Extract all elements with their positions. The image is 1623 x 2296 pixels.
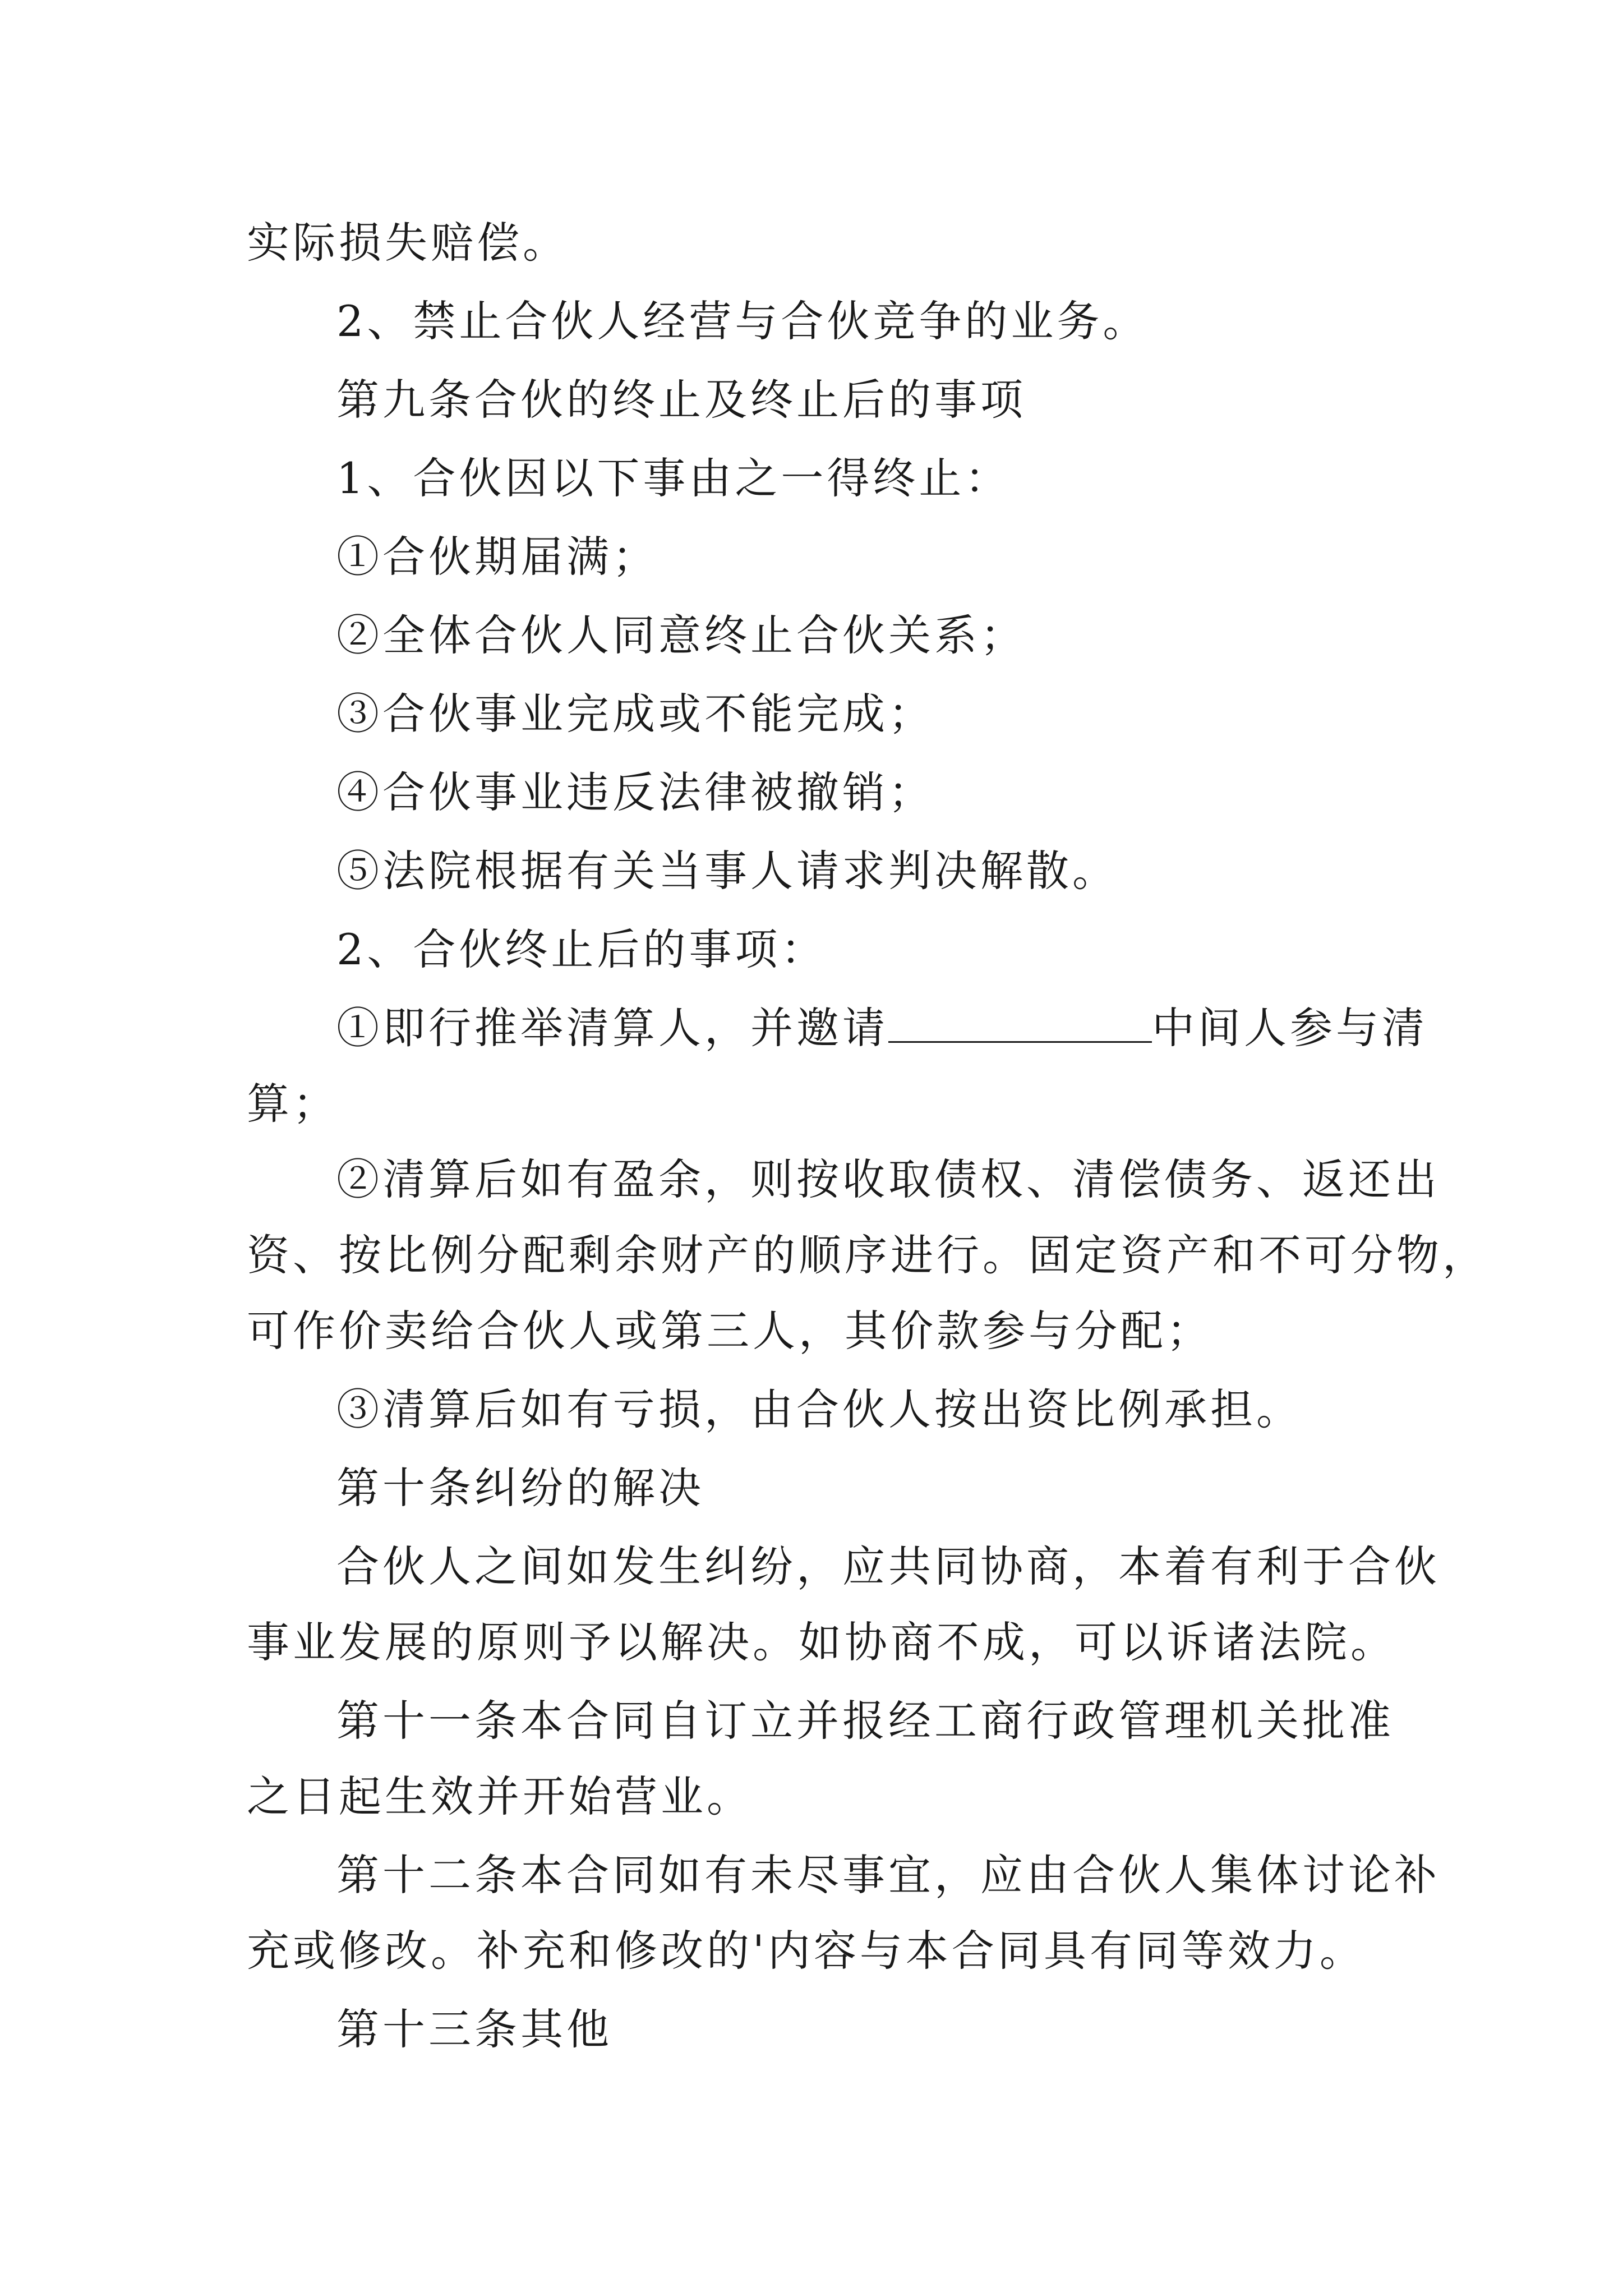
list-item: ①合伙期届满； xyxy=(336,532,658,582)
list-item: ④合伙事业违反法律被撤销； xyxy=(336,767,934,817)
section-heading: 第十条纠纷的解决 xyxy=(336,1463,704,1513)
section-heading: 第十一条本合同自订立并报经工商行政管理机关批准 xyxy=(336,1696,1394,1746)
list-item: ③清算后如有亏损，由合伙人按出资比例承担。 xyxy=(336,1384,1302,1434)
list-item-text-start: ①即行推举清算人，并邀请 xyxy=(336,1003,888,1053)
list-item: ③合伙事业完成或不能完成； xyxy=(336,689,934,739)
list-item: ②全体合伙人同意终止合伙关系； xyxy=(336,610,1026,660)
list-item: ②清算后如有盈余，则按收取债权、清偿债务、返还出 xyxy=(336,1154,1440,1204)
paragraph-line: 1、合伙因以下事由之一得终止： xyxy=(336,453,1011,503)
paragraph-line: 之日起生效并开始营业。 xyxy=(247,1772,753,1821)
list-item: ⑤法院根据有关当事人请求判决解散。 xyxy=(336,846,1118,896)
list-item xyxy=(336,1001,1428,1055)
paragraph-line: 合伙人之间如发生纠纷，应共同协商，本着有利于合伙 xyxy=(336,1542,1440,1591)
list-item-text-end: 中间人参与清 xyxy=(1152,1003,1428,1053)
paragraph-line: 算； xyxy=(247,1079,339,1129)
paragraph-line: 可作价卖给合伙人或第三人，其价款参与分配； xyxy=(247,1306,1212,1356)
fill-in-blank xyxy=(888,1007,1152,1043)
paragraph-line: 事业发展的原则予以解决。如协商不成，可以诉诸法院。 xyxy=(247,1617,1396,1667)
paragraph-line: 充或修改。补充和修改的'内容与本合同具有同等效力。 xyxy=(247,1926,1366,1976)
section-heading: 第十二条本合同如有未尽事宜，应由合伙人集体讨论补 xyxy=(336,1850,1440,1900)
section-heading: 第十三条其他 xyxy=(336,2004,612,2054)
paragraph-line: 资、按比例分配剩余财产的顺序进行。固定资产和不可分物， xyxy=(247,1230,1488,1280)
section-heading: 第九条合伙的终止及终止后的事项 xyxy=(336,375,1026,425)
paragraph-line: 2、禁止合伙人经营与合伙竞争的业务。 xyxy=(336,296,1149,346)
paragraph-line: 2、合伙终止后的事项： xyxy=(336,924,827,974)
paragraph-line: 实际损失赔偿。 xyxy=(247,218,569,268)
